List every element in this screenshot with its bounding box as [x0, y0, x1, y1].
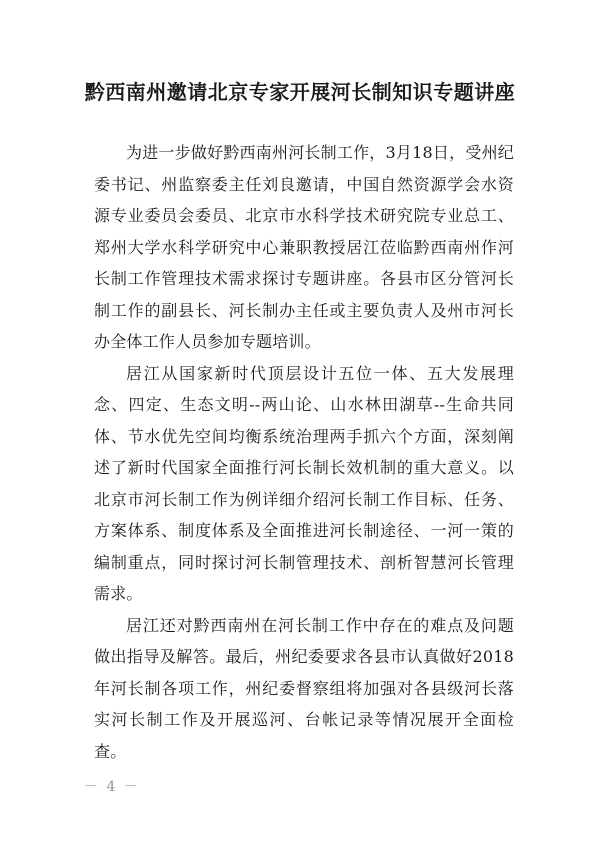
paragraph-1: 为进一步做好黔西南州河长制工作，3月18日，受州纪委书记、州监察委主任刘良邀请，中国自然资源学会水资源专业委员会委员、北京市水科学技术研究院专业总工、郑州大学水科学研究中心兼职教授居江莅临黔西南州作河长制工作管理技术需求探讨专题讲座。各县市区分管河长制工作的副县长、河长制办主任或主要负责人及州市河长办全体工作人员参加专题培训。 [94, 143, 514, 351]
paragraph-2: 居江从国家新时代顶层设计五位一体、五大发展理念、四定、生态文明--两山论、山水林田湖草--生命共同体、节水优先空间均衡系统治理两手抓六个方面，深刻阐述了新时代国家全面推行河长制长效机制的重大意义。以北京市河长制工作为例详细介绍河长制工作目标、任务、方案体系、制度体系及全面推进河长制途径、一河一策的编制重点，同时探讨河长制管理技术、剖析智慧河长管理需求。 [94, 363, 514, 603]
page-title: 黔西南州邀请北京专家开展河长制知识专题讲座 [84, 80, 516, 104]
paragraph-3: 居江还对黔西南州在河长制工作中存在的难点及问题做出指导及解答。最后，州纪委要求各县市认真做好2018年河长制各项工作，州纪委督察组将加强对各县级河长落实河长制工作及开展巡河、台帐记录等情况展开全面检查。 [94, 615, 514, 761]
page-number: － 4 － [84, 779, 140, 795]
article-body [94, 137, 514, 767]
